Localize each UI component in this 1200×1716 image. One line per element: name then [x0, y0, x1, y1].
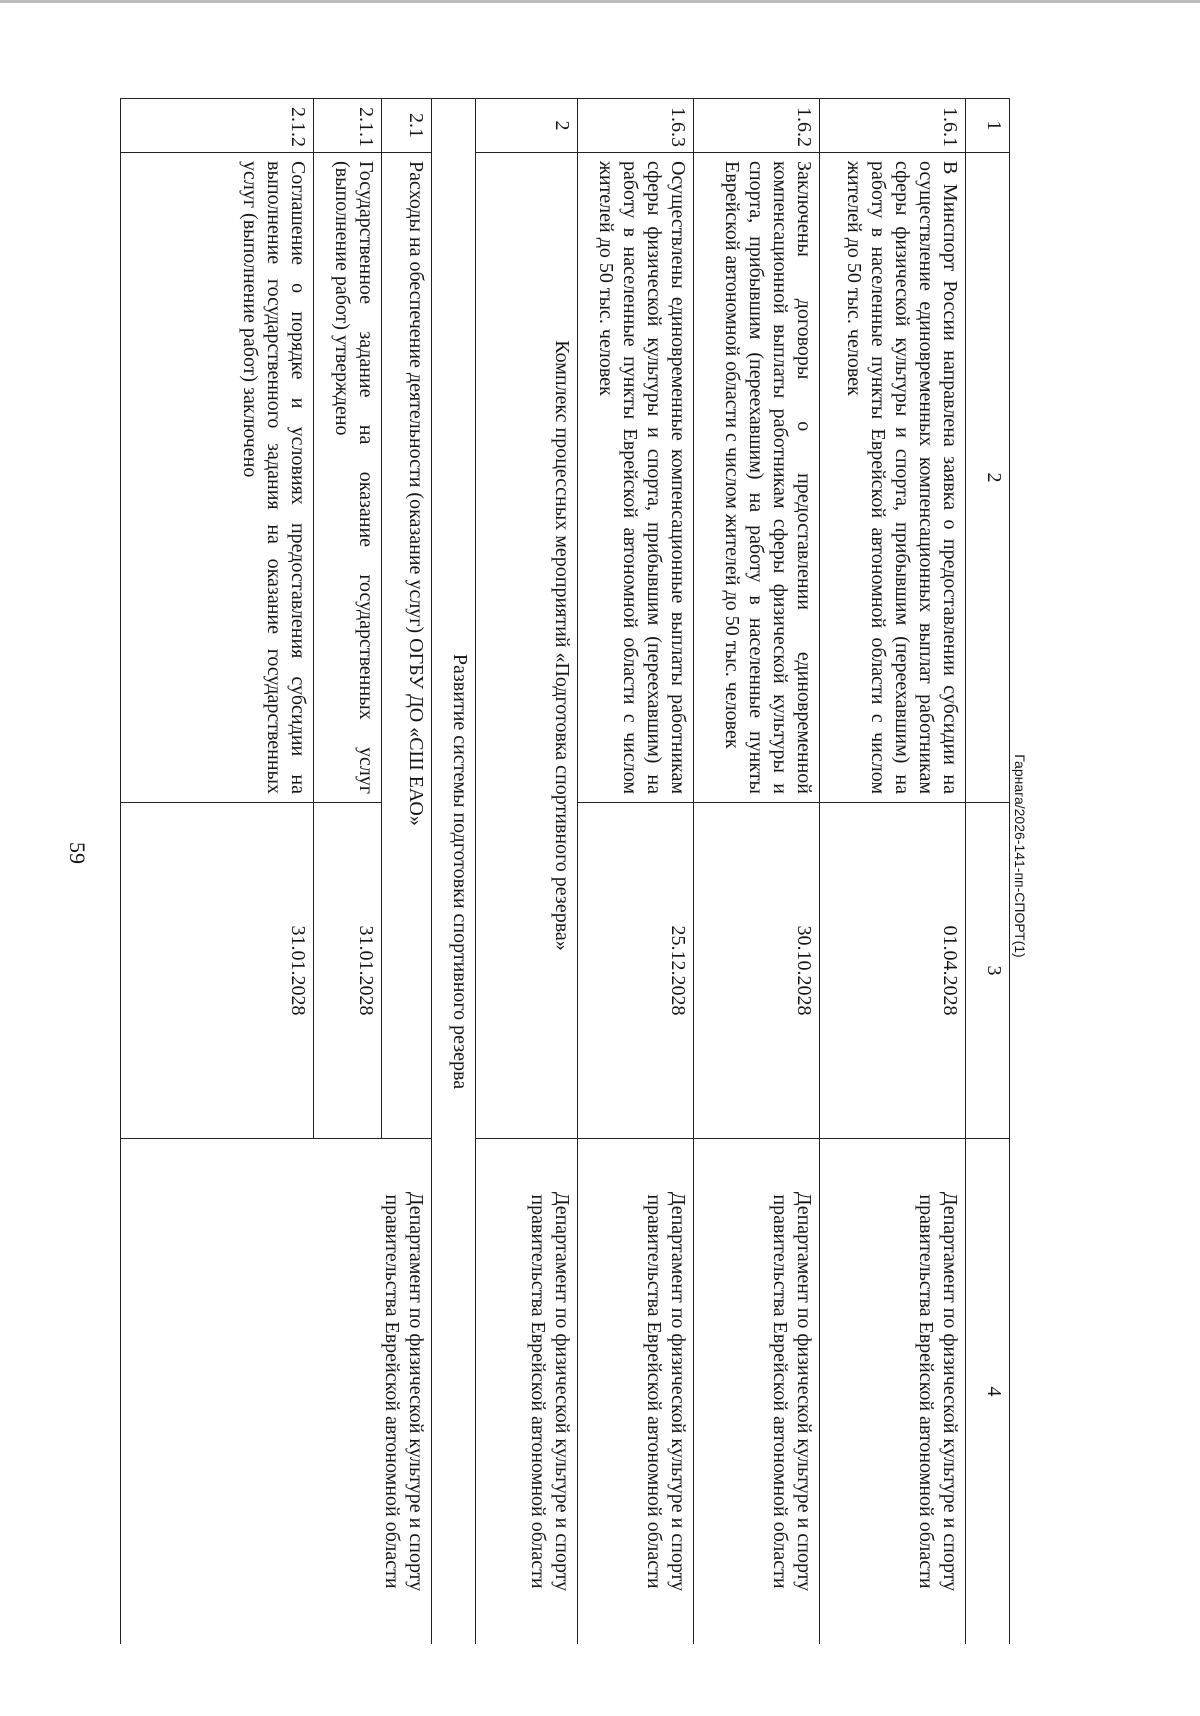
row-responsible: Департамент по физической культуре и спорту правительства Еврейской автономной области: [694, 1139, 820, 1645]
row-number: 2: [476, 99, 578, 153]
schedule-table-rotated: [120, 98, 1010, 1644]
header-col-1: 1: [966, 99, 1010, 153]
task-heading: Развитие системы подготовки спортивного резерва: [432, 99, 476, 1645]
row-date: 30.10.2028: [694, 803, 820, 1139]
table-row-1-6-2: [694, 99, 820, 1645]
row-responsible: Департамент по физической культуре и спорту правительства Еврейской автономной области: [820, 1139, 966, 1645]
table-header-row: [966, 99, 1010, 1645]
row-number: 2.1: [382, 99, 432, 153]
header-col-4: 4: [966, 1139, 1010, 1645]
row-date: 31.01.2028: [314, 803, 382, 1139]
header-col-2: 2: [966, 153, 1010, 803]
row-description: Комплекс процессных мероприятий «Подготовка спортивного резерва»: [476, 153, 578, 1139]
table-row-task: [432, 99, 476, 1645]
schedule-table-frame: [120, 98, 1010, 1644]
row-description: В Минспорт России направлена заявка о предоставлении субсидии на осуществление единовременных компенсационных выплат работникам сферы физической культуры и спорта, прибывшим (переехавшим) на работу в населенные пункты Еврейской автономной области с числом жителей до 50 тыс. человек: [820, 153, 966, 803]
header-col-3: 3: [966, 803, 1010, 1139]
row-number: 2.1.1: [314, 99, 382, 153]
document-code: Гарнага/2026-141-пп-СПОРТ(1): [1012, 754, 1028, 958]
row-date: 01.04.2028: [820, 803, 966, 1139]
row-description: Заключены договоры о предоставлении единовременной компенсационной выплаты работникам сферы физической культуры и спорта, прибывшим (переехавшим) на работу в населенные пункты Еврейской автономной области с числом жителей до 50 тыс. человек: [694, 153, 820, 803]
row-date: 25.12.2028: [578, 803, 694, 1139]
row-number: 1.6.2: [694, 99, 820, 153]
table-row-1-6-3: [578, 99, 694, 1645]
table-row-1-6-1: [820, 99, 966, 1645]
row-number: 1.6.3: [578, 99, 694, 153]
table-row-2: [476, 99, 578, 1645]
row-number: 1.6.1: [820, 99, 966, 153]
schedule-table: [120, 98, 1010, 1644]
row-number: 2.1.2: [121, 99, 314, 153]
row-description: Соглашение о порядке и условиях предоставления субсидии на выполнение государственного задания на оказание государственных услуг (выполнение работ) заключено: [121, 153, 314, 803]
page-number: 59: [65, 842, 90, 864]
table-row-2-1: [382, 99, 432, 1645]
row-description: Осуществлены единовременные компенсационные выплаты работникам сферы физической культуры и спорта, прибывшим (переехавшим) на работу в населенные пункты Еврейской автономной области с числом жителей до 50 тыс. человек: [578, 153, 694, 803]
row-responsible: Департамент по физической культуре и спорту правительства Еврейской автономной области: [121, 1139, 432, 1645]
row-date: 31.01.2028: [121, 803, 314, 1139]
row-responsible: Департамент по физической культуре и спорту правительства Еврейской автономной области: [578, 1139, 694, 1645]
row-description: Расходы на обеспечение деятельности (оказание услуг) ОГБУ ДО «СШ ЕАО»: [382, 153, 432, 1139]
row-responsible: Департамент по физической культуре и спорту правительства Еврейской автономной области: [476, 1139, 578, 1645]
top-rule: [0, 0, 1200, 3]
row-description: Государственное задание на оказание государственных услуг (выполнение работ) утверждено: [314, 153, 382, 803]
